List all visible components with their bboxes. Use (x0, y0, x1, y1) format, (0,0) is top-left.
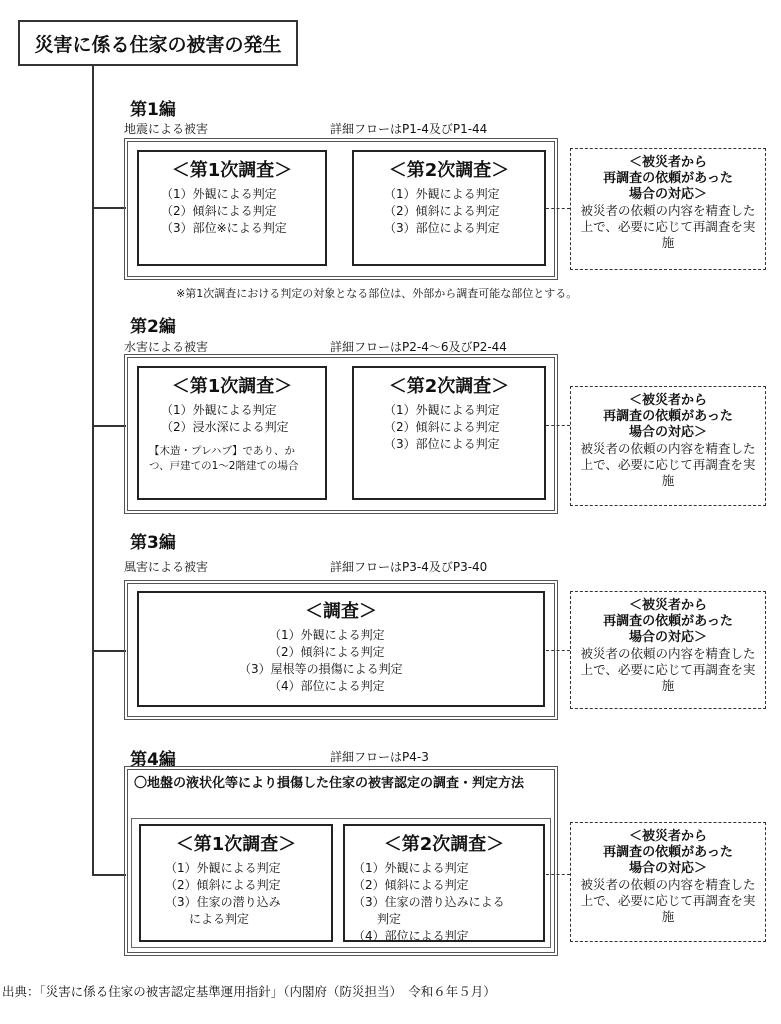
list-item: 判定 (353, 912, 402, 926)
section-1-survey-2 (352, 150, 546, 266)
connector-4 (546, 874, 570, 875)
list-item: （1）外観による判定 (165, 861, 281, 875)
section-4-intro: 〇地盤の液状化等により損傷した住家の被害認定の調査・判定方法 (134, 776, 525, 791)
list-item: （1）外観による判定 (384, 187, 500, 201)
root-title-box (18, 20, 298, 66)
section-3-branch (92, 650, 126, 652)
section-2-survey-2 (352, 366, 546, 500)
section-4-survey-1 (139, 824, 333, 942)
reinspection-line2: 再調査の依頼があった (603, 409, 733, 424)
connector-3 (546, 650, 570, 651)
section-1-survey-1 (137, 150, 327, 266)
section-4-flow: 詳細フローはP4-3 (330, 750, 429, 764)
list-item: （1）外観による判定 (384, 403, 500, 417)
section-4-survey-2 (343, 824, 545, 942)
reinspection-box-4 (570, 822, 766, 942)
reinspection-line1: ＜被災者から (628, 155, 707, 170)
reinspection-line1: ＜被災者から (628, 829, 707, 844)
list-item: （3）部位による判定 (384, 221, 500, 235)
list-item: （3）屋根等の損傷による判定 (239, 662, 403, 676)
reinspection-line2: 再調査の依頼があった (603, 614, 733, 629)
box-heading: ＜第2次調査＞ (388, 160, 510, 181)
list-item: （2）傾斜による判定 (269, 645, 385, 659)
section-1-subtitle: 地震による被害 (124, 122, 209, 136)
reinspection-line2: 再調査の依頼があった (603, 171, 733, 186)
section-3-survey (137, 591, 545, 707)
trunk-line (92, 66, 94, 876)
section-1-flow: 詳細フローはP1-4及びP1-44 (330, 122, 488, 136)
reinspection-body: 被災者の依頼の内容を精査した上で、必要に応じて再調査を実施 (580, 441, 756, 488)
section-2-flow: 詳細フローはP2-4～6及びP2-44 (330, 340, 507, 354)
box-heading: ＜調査＞ (305, 601, 377, 622)
section-3-flow: 詳細フローはP3-4及びP3-40 (330, 560, 488, 574)
list-item: （2）傾斜による判定 (384, 204, 500, 218)
list-item: （1）外観による判定 (161, 187, 277, 201)
list-item: （2）傾斜による判定 (384, 420, 500, 434)
source-citation: 出典：「災害に係る住家の被害認定基準運用指針」（内閣府（防災担当） 令和６年５月） (2, 984, 496, 999)
section-2-subtitle: 水害による被害 (124, 340, 209, 354)
reinspection-line3: 場合の対応＞ (628, 187, 707, 202)
section-2-survey-1 (137, 366, 327, 500)
list-item: による判定 (165, 912, 250, 926)
reinspection-box-3 (570, 591, 766, 709)
reinspection-line3: 場合の対応＞ (628, 630, 707, 645)
list-item: （2）傾斜による判定 (161, 204, 277, 218)
box-heading: ＜第2次調査＞ (388, 376, 510, 397)
connector-2 (546, 425, 570, 426)
box-heading: ＜第1次調査＞ (175, 834, 297, 855)
list-item: （1）外観による判定 (269, 628, 385, 642)
section-3-subtitle: 風害による被害 (124, 560, 209, 574)
section-1-branch (92, 207, 126, 209)
section-1-heading: 第1編 (130, 100, 176, 120)
reinspection-body: 被災者の依頼の内容を精査した上で、必要に応じて再調査を実施 (580, 203, 756, 250)
reinspection-box-2 (570, 386, 766, 506)
section-2-heading: 第2編 (130, 317, 176, 337)
reinspection-body: 被災者の依頼の内容を精査した上で、必要に応じて再調査を実施 (580, 877, 756, 924)
section-4-heading: 第4編 (130, 750, 176, 770)
section-2-branch (92, 425, 126, 427)
reinspection-line2: 再調査の依頼があった (603, 845, 733, 860)
reinspection-line3: 場合の対応＞ (628, 861, 707, 876)
reinspection-line3: 場合の対応＞ (628, 425, 707, 440)
section-3-heading: 第3編 (130, 533, 176, 553)
reinspection-line1: ＜被災者から (628, 598, 707, 613)
box-heading: ＜第2次調査＞ (383, 834, 505, 855)
list-item: （3）部位※による判定 (161, 221, 287, 235)
reinspection-line1: ＜被災者から (628, 393, 707, 408)
box-heading: ＜第1次調査＞ (171, 160, 293, 181)
list-item: （2）浸水深による判定 (161, 420, 289, 434)
reinspection-body: 被災者の依頼の内容を精査した上で、必要に応じて再調査を実施 (580, 646, 756, 693)
box-heading: ＜第1次調査＞ (171, 376, 293, 397)
root-title: 災害に係る住家の被害の発生 (34, 33, 282, 56)
list-item: （1）外観による判定 (161, 403, 277, 417)
list-item: （3）住家の潜り込み (165, 895, 281, 909)
list-item: （4）部位による判定 (269, 679, 385, 693)
list-item: （3）住家の潜り込みによる (353, 895, 505, 909)
connector-1 (546, 208, 570, 209)
list-item: （2）傾斜による判定 (165, 878, 281, 892)
section-4-branch (92, 874, 126, 876)
reinspection-box-1 (570, 148, 766, 270)
list-item: （4）部位による判定 (353, 929, 469, 943)
list-item: （3）部位による判定 (384, 437, 500, 451)
box-condition-note: 【木造・プレハブ】であり、かつ、戸建ての1～2階建ての場合 (149, 445, 299, 472)
list-item: （1）外観による判定 (353, 861, 469, 875)
list-item: （2）傾斜による判定 (353, 878, 469, 892)
section-1-note: ※第1次調査における判定の対象となる部位は、外部から調査可能な部位とする。 (176, 287, 578, 300)
